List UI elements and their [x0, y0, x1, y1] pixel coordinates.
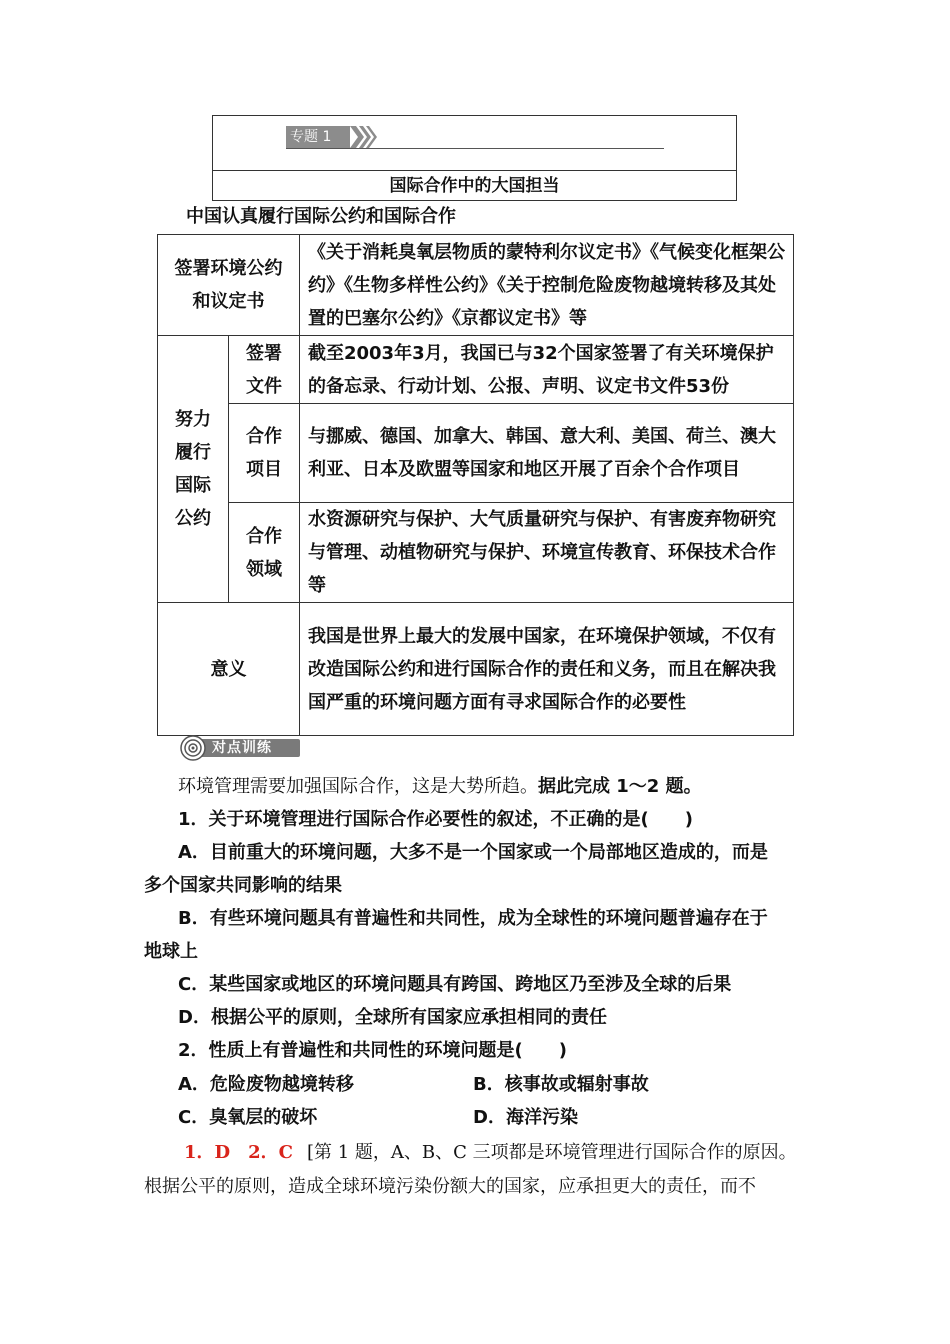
q2-option-a: A．危险废物越境转移 [178, 1074, 354, 1095]
q2-option-c: C．臭氧层的破坏 [178, 1107, 318, 1128]
tag-stripes-icon [350, 126, 378, 148]
q1-option-a-line1: A．目前重大的环境问题，大多不是一个国家或一个局部地区造成的，而是 [178, 842, 768, 863]
topic-tag-rule [286, 148, 664, 149]
row-label-meaning: 意义 [158, 603, 300, 736]
topic-title: 国际合作中的大国担当 [389, 176, 560, 196]
topic-tag: 专题 1 [286, 126, 350, 148]
explanation-line2: 根据公平的原则，造成全球环境污染份额大的国家，应承担更大的责任，而不 [144, 1176, 756, 1197]
exercise-intro: 环境管理需要加强国际合作，这是大势所趋。据此完成 1～2 题。 [178, 776, 702, 797]
table-row [158, 404, 794, 503]
answer-line [184, 1136, 797, 1169]
row-label-treaties: 签署环境公约和议定书 [158, 235, 300, 336]
answer-key: 1．D 2．C [184, 1142, 293, 1163]
q2-option-d: D．海洋污染 [473, 1107, 578, 1128]
topic-header-divider [212, 170, 737, 171]
group-label-fulfil: 努力履行国际公约 [158, 336, 229, 603]
sub-label-projects: 合作项目 [228, 404, 299, 503]
row-content-treaties: 《关于消耗臭氧层物质的蒙特利尔议定书》《气候变化框架公约》《生物多样性公约》《关于控制危险废物越境转移及其处置的巴塞尔公约》《京都议定书》等 [299, 235, 793, 336]
cooperation-table [157, 234, 794, 736]
sub-content-projects: 与挪威、德国、加拿大、韩国、意大利、美国、荷兰、澳大利亚、日本及欧盟等国家和地区开展了百余个合作项目 [299, 404, 793, 503]
row-content-meaning: 我国是世界上最大的发展中国家，在环境保护领域，不仅有改造国际公约和进行国际合作的责任和义务，而且在解决我国严重的环境问题方面有寻求国际合作的必要性 [299, 603, 793, 736]
table-row [158, 336, 794, 404]
q1-option-b-line1: B．有些环境问题具有普遍性和共同性，成为全球性的环境问题普遍存在于 [178, 908, 768, 929]
sub-label-documents: 签署文件 [228, 336, 299, 404]
section-title: 中国认真履行国际公约和国际合作 [186, 206, 456, 227]
explanation-line1: [第 1 题，A、B、C 三项都是环境管理进行国际合作的原因。 [306, 1142, 797, 1163]
q1-option-a-line2: 多个国家共同影响的结果 [144, 875, 342, 896]
q1-option-b-line2: 地球上 [144, 941, 198, 962]
table-row [158, 235, 794, 336]
target-icon [180, 735, 206, 761]
sub-content-fields: 水资源研究与保护、大气质量研究与保护、有害废弃物研究与管理、动植物研究与保护、环境宣传教育、环保技术合作等 [299, 503, 793, 603]
exercise-badge-label: 对点训练 [212, 740, 272, 756]
sub-label-fields: 合作领域 [228, 503, 299, 603]
sub-content-documents: 截至2003年3月，我国已与32个国家签署了有关环境保护的备忘录、行动计划、公报、声明、议定书文件53份 [299, 336, 793, 404]
q1-option-c: C．某些国家或地区的环境问题具有跨国、跨地区乃至涉及全球的后果 [178, 974, 732, 995]
table-row [158, 603, 794, 736]
table-row [158, 503, 794, 603]
question-2: 2．性质上有普遍性和共同性的环境问题是( ) [178, 1040, 567, 1061]
q1-option-d: D．根据公平的原则，全球所有国家应承担相同的责任 [178, 1007, 607, 1028]
q2-option-b: B．核事故或辐射事故 [473, 1074, 649, 1095]
question-1: 1．关于环境管理进行国际合作必要性的叙述，不正确的是( ) [178, 809, 693, 830]
